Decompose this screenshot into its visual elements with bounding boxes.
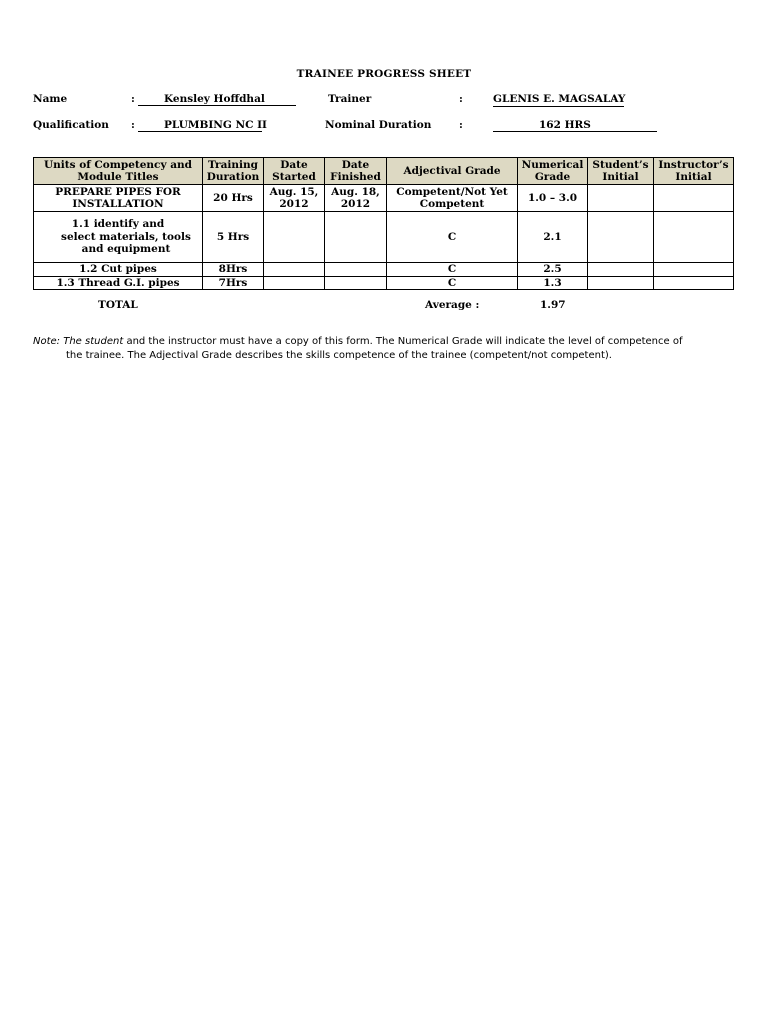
- instructor-initial-cell: [654, 263, 734, 277]
- progress-table: [33, 157, 734, 290]
- date-started-cell: [264, 263, 325, 277]
- training-duration-cell: 7Hrs: [203, 276, 264, 290]
- table-row: [34, 276, 734, 290]
- sheet-title: TRAINEE PROGRESS SHEET: [296, 68, 472, 80]
- date-finished-cell: [325, 276, 387, 290]
- student-initial-cell: [588, 212, 654, 263]
- duration-colon: :: [459, 119, 463, 131]
- numerical-grade-cell: 2.5: [518, 263, 588, 277]
- header-training-duration: Training Duration: [203, 158, 264, 185]
- instructor-initial-cell: [654, 212, 734, 263]
- adjectival-grade-cell: Competent/Not Yet Competent: [387, 185, 518, 212]
- student-initial-cell: [588, 276, 654, 290]
- note-italic-part: The student: [63, 336, 124, 347]
- header-adjectival-grade: Adjectival Grade: [387, 158, 518, 185]
- note-line2: the trainee. The Adjectival Grade describes the skills competence of the trainee (competent/not competent).: [66, 349, 612, 361]
- numerical-grade-cell: 2.1: [518, 212, 588, 263]
- table-header-row: [34, 158, 734, 185]
- header-numerical-grade: Numerical Grade: [518, 158, 588, 185]
- adjectival-grade-cell: C: [387, 263, 518, 277]
- nominal-duration-label: Nominal Duration: [325, 119, 432, 131]
- instructor-initial-cell: [654, 276, 734, 290]
- qualification-colon: :: [131, 119, 135, 131]
- table-row: [34, 263, 734, 277]
- training-duration-cell: 5 Hrs: [203, 212, 264, 263]
- name-value: Kensley Hoffdhal: [138, 93, 296, 106]
- name-colon: :: [131, 93, 135, 105]
- total-label: TOTAL: [98, 299, 138, 311]
- module-title-continuation: select materials, tools and equipment: [61, 230, 191, 256]
- numerical-grade-cell: 1.0 – 3.0: [518, 185, 588, 212]
- training-duration-cell: 8Hrs: [203, 263, 264, 277]
- numerical-grade-cell: 1.3: [518, 276, 588, 290]
- unit-title: PREPARE PIPES FOR INSTALLATION: [34, 185, 203, 212]
- date-finished-cell: [325, 263, 387, 277]
- header-student-initial: Student’s Initial: [588, 158, 654, 185]
- header-instructor-initial: Instructor’s Initial: [654, 158, 734, 185]
- note-prefix: Note:: [33, 336, 61, 347]
- module-title-first-line: 1.1 identify and: [71, 218, 165, 231]
- qualification-label: Qualification: [33, 119, 109, 131]
- training-duration-cell: 20 Hrs: [203, 185, 264, 212]
- header-date-started: Date Started: [264, 158, 325, 185]
- header-date-finished: Date Finished: [325, 158, 387, 185]
- average-label: Average :: [425, 299, 480, 311]
- module-title: [34, 212, 203, 263]
- student-initial-cell: [588, 185, 654, 212]
- table-row: [34, 185, 734, 212]
- date-finished-cell: Aug. 18, 2012: [325, 185, 387, 212]
- module-title: 1.2 Cut pipes: [34, 263, 203, 277]
- trainer-label: Trainer: [328, 93, 372, 105]
- trainer-colon: :: [459, 93, 463, 105]
- date-finished-cell: [325, 212, 387, 263]
- date-started-cell: [264, 276, 325, 290]
- average-value: 1.97: [540, 299, 566, 311]
- name-label: Name: [33, 93, 68, 105]
- nominal-duration-value: 162 HRS: [493, 119, 657, 132]
- table-row: [34, 212, 734, 263]
- trainer-value: GLENIS E. MAGSALAY: [493, 93, 626, 105]
- header-units: Units of Competency and Module Titles: [34, 158, 203, 185]
- date-started-cell: Aug. 15, 2012: [264, 185, 325, 212]
- student-initial-cell: [588, 263, 654, 277]
- note-paragraph: [33, 335, 735, 362]
- qualification-value: PLUMBING NC II: [138, 119, 262, 132]
- adjectival-grade-cell: C: [387, 212, 518, 263]
- module-title: 1.3 Thread G.I. pipes: [34, 276, 203, 290]
- note-line1: and the instructor must have a copy of this form. The Numerical Grade will indicate the level of competence of: [126, 336, 683, 347]
- instructor-initial-cell: [654, 185, 734, 212]
- adjectival-grade-cell: C: [387, 276, 518, 290]
- date-started-cell: [264, 212, 325, 263]
